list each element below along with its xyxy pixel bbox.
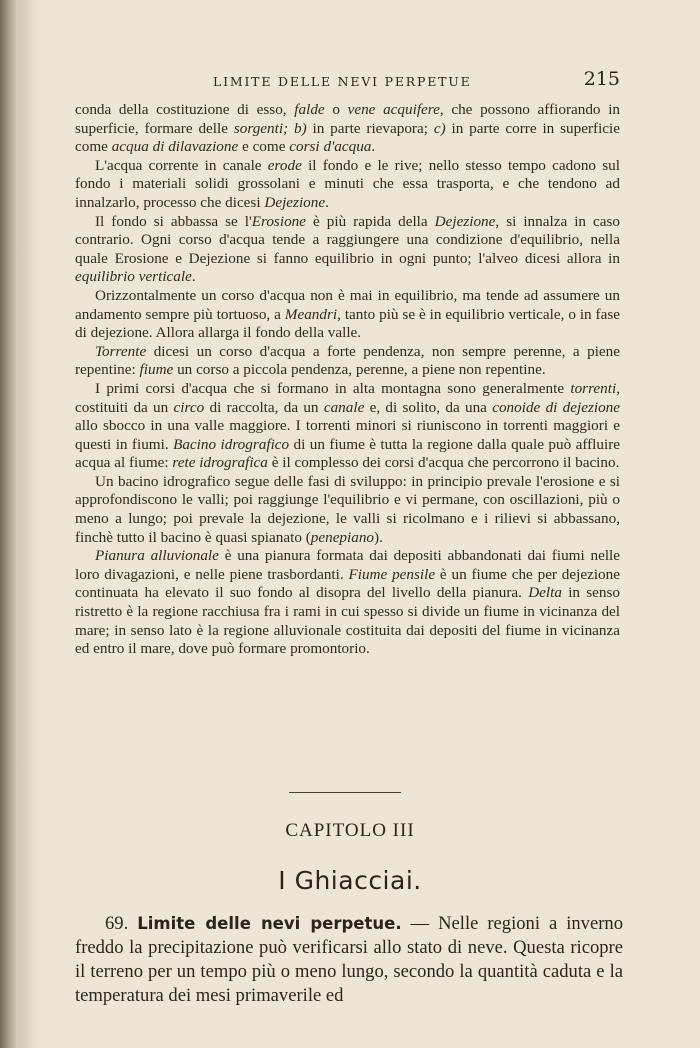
- text-run: un corso a piccola pendenza, perenne, a piene non repentine.: [173, 361, 546, 379]
- italic-term: corsi d'acqua: [289, 138, 372, 156]
- body-paragraph: [75, 547, 620, 659]
- section-divider: [289, 792, 401, 793]
- section-paragraph: [75, 912, 623, 1008]
- italic-term: Fiume pensile: [348, 565, 436, 583]
- running-title: LIMITE DELLE NEVI PERPETUE: [213, 74, 472, 89]
- italic-term: vene acquifere: [347, 101, 440, 118]
- italic-term: Dejezione: [434, 212, 496, 230]
- text-run: è una pianura formata dai depositi abbandonati dai fiumi nelle loro divagazioni, e nelle piene trasbordanti.: [75, 547, 620, 583]
- body-paragraph: [75, 157, 620, 213]
- text-run: conda della costituzione di esso,: [75, 101, 295, 118]
- body-paragraph: [75, 473, 620, 547]
- section-text: — Nelle regioni a inverno freddo la precipitazione può verificarsi allo stato di neve. Questa ricopre il terreno per un tempo più o meno lungo, secondo la quantità caduta e la temperatura dei mesi primaverile ed: [75, 913, 623, 1006]
- body-paragraph: [75, 343, 620, 380]
- text-run: , si innalza in caso contrario. Ogni corso d'acqua tende a raggiungere una condizione d'equilibrio, nella quale Erosione e Dejezione si fanno equilibrio in ogni punto; l'alveo dicesi allora in: [75, 212, 620, 267]
- text-run: dicesi un corso d'acqua a forte pendenza, non sempre perenne, a piene repentine:: [75, 342, 620, 379]
- text-run: Il fondo si abbassa se l': [95, 212, 252, 230]
- text-run: il fondo e le rive; nello stesso tempo cadono sul fondo i materiali solidi grossolani e minuti che essa trasporta, e che tendono ad innalzarlo, processo che dicesi: [75, 156, 620, 211]
- text-run: .: [325, 193, 329, 211]
- text-run: è il complesso dei corsi d'acqua che percorrono il bacino.: [267, 454, 620, 472]
- text-run: è più rapida della: [306, 212, 435, 230]
- italic-term: equilibrio verticale: [75, 268, 192, 286]
- text-run: , costituiti da un: [75, 379, 620, 416]
- section-number: 69.: [105, 913, 129, 934]
- chapter-title: I Ghiacciai.: [278, 866, 422, 895]
- text-run: o: [324, 101, 348, 118]
- text-run: .: [191, 268, 196, 286]
- text-run: è un fiume che per dejezione continuata ha elevato il suo fondo al disopra del livello della pianura.: [75, 565, 620, 602]
- chapter-label: CAPITOLO III: [285, 820, 415, 841]
- italic-term: Meandri: [284, 305, 338, 323]
- italic-term: Delta: [528, 584, 562, 602]
- text-run: di raccolta, da un: [204, 398, 324, 416]
- text-run: Un bacino idrografico segue delle fasi di sviluppo: in principio prevale l'erosione e si approfondiscono le valli; poi raggiunge l'equilibrio e vi permane, con oscillazioni, più o meno a lungo; poi prevale la dejezione, le valli si ricolmano e i rilievi si abbassano, finchè tutto il bacino è quasi spianato (: [75, 472, 620, 546]
- italic-term: Erosione: [251, 212, 306, 230]
- text-run: in parte rievapora;: [306, 119, 434, 137]
- text-run: .: [371, 138, 376, 156]
- page-header: [75, 68, 620, 92]
- italic-term: canale: [323, 398, 365, 416]
- italic-term: Bacino idrografico: [173, 435, 290, 453]
- text-run: allo sbocco in una valle maggiore. I torrenti minori si riuniscono in torrenti maggiori e questi in fiumi.: [75, 417, 620, 453]
- text-run: I primi corsi d'acqua che si formano in alta montagna sono generalmente: [95, 379, 571, 397]
- body-paragraph: [75, 287, 620, 343]
- text-run: , tanto più se è in equilibrio verticale, o in fase di dejezione. Allora allarga il fondo della valle.: [75, 305, 621, 342]
- text-run: in parte corre in superficie come: [75, 119, 621, 156]
- italic-term: Torrente: [95, 342, 147, 360]
- italic-term: acqua di dilavazione: [111, 138, 239, 156]
- italic-term: Dejezione: [264, 193, 326, 211]
- text-run: L'acqua corrente in canale: [95, 156, 268, 174]
- italic-term: circo: [173, 398, 205, 416]
- body-text: [75, 101, 620, 659]
- italic-term: rete idrografica: [172, 454, 268, 472]
- text-run: di un fiume è tutta la regione dalla quale può affluire acqua al fiume:: [75, 435, 621, 472]
- italic-term: fiume: [139, 361, 174, 379]
- text-run: e come: [238, 138, 290, 156]
- section-69: [75, 912, 623, 1008]
- body-paragraph: [75, 380, 620, 473]
- text-run: ).: [374, 528, 383, 546]
- italic-term: conoide di dejezione: [492, 398, 621, 416]
- italic-term: Pianura alluvionale: [95, 547, 219, 565]
- italic-term: sorgenti; b): [233, 119, 307, 137]
- italic-term: penepiano: [310, 528, 375, 546]
- page-number: 215: [583, 68, 620, 90]
- italic-term: falde: [294, 101, 325, 118]
- section-heading: Limite delle nevi perpetue.: [137, 914, 402, 933]
- italic-term: erode: [267, 156, 302, 174]
- text-run: in senso ristretto è la regione racchiusa fra i rami in cui spesso si divide un fiume in vicinanza del mare; in senso lato è la regione alluvionale costituita dai depositi del fiume in vicinanza ed entro il mare, dove può formare promontorio.: [75, 584, 620, 658]
- text-run: e, di solito, da una: [364, 398, 493, 416]
- text-run: , che possono affiorando in superficie, formare delle: [75, 101, 621, 137]
- body-paragraph: [75, 213, 620, 287]
- text-run: Orizzontalmente un corso d'acqua non è mai in equilibrio, ma tende ad assumere un andamento sempre più tortuoso, a: [75, 286, 620, 323]
- body-paragraph: [75, 101, 620, 157]
- italic-term: torrenti: [570, 379, 617, 397]
- italic-term: c): [433, 119, 446, 137]
